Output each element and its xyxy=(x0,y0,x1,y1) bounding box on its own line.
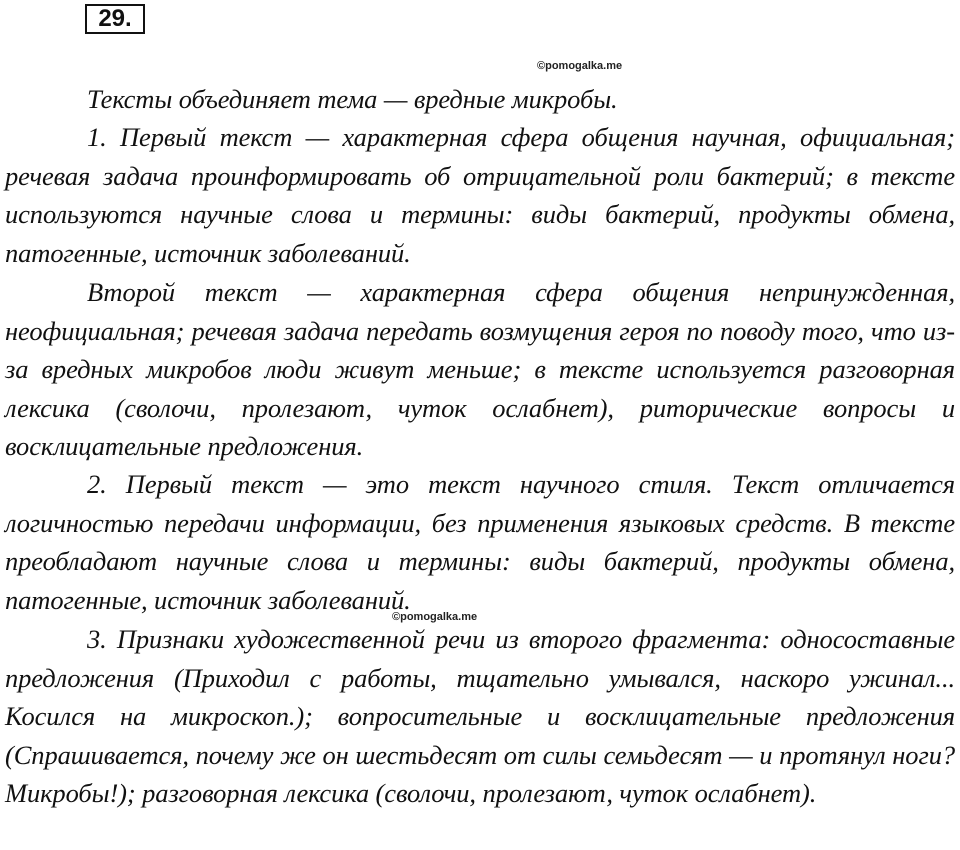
watermark-top: ©pomogalka.me xyxy=(537,60,623,72)
paragraph-intro: Тексты объединяет тема — вредные микробы. xyxy=(87,84,618,114)
task-number-box: 29. xyxy=(85,4,145,34)
paragraph-first-text: 1. Первый текст — характерная сфера общения научная, официальная; речевая задача проинформировать об отрицательной роли бактерий; в тексте используются научные слова и термины: виды бактерий, продукты обмена, патогенные, источник заболеваний. xyxy=(5,122,955,268)
paragraph-artistic-features: 3. Признаки художественной речи из второго фрагмента: односоставные предложения (Приходил с работы, тщательно умывался, наскоро ужинал... Косился на микроскоп.); вопросительные и восклицательные предложения (Спрашивается, почему же он шестьдесят от силы семьдесят — и протянул ноги? Микробы!); разговорная лексика (сволочи, пролезают, чуток ослабнет). xyxy=(5,624,955,808)
paragraph-second-text: Второй текст — характерная сфера общения непринужденная, неофициальная; речевая задача передать возмущения героя по поводу того, что из-за вредных микробов люди живут меньше; в тексте используется разговорная лексика (сволочи, пролезают, чуток ослабнет), риторические вопросы и восклицательные предложения. xyxy=(5,277,955,461)
watermark-middle: ©pomogalka.me xyxy=(392,611,478,623)
paragraph-style-analysis: 2. Первый текст — это текст научного стиля. Текст отличается логичностью передачи информации, без применения языковых средств. В тексте преобладают научные слова и термины: виды бактерий, продукты обмена, патогенные, источник заболеваний. xyxy=(5,469,955,615)
